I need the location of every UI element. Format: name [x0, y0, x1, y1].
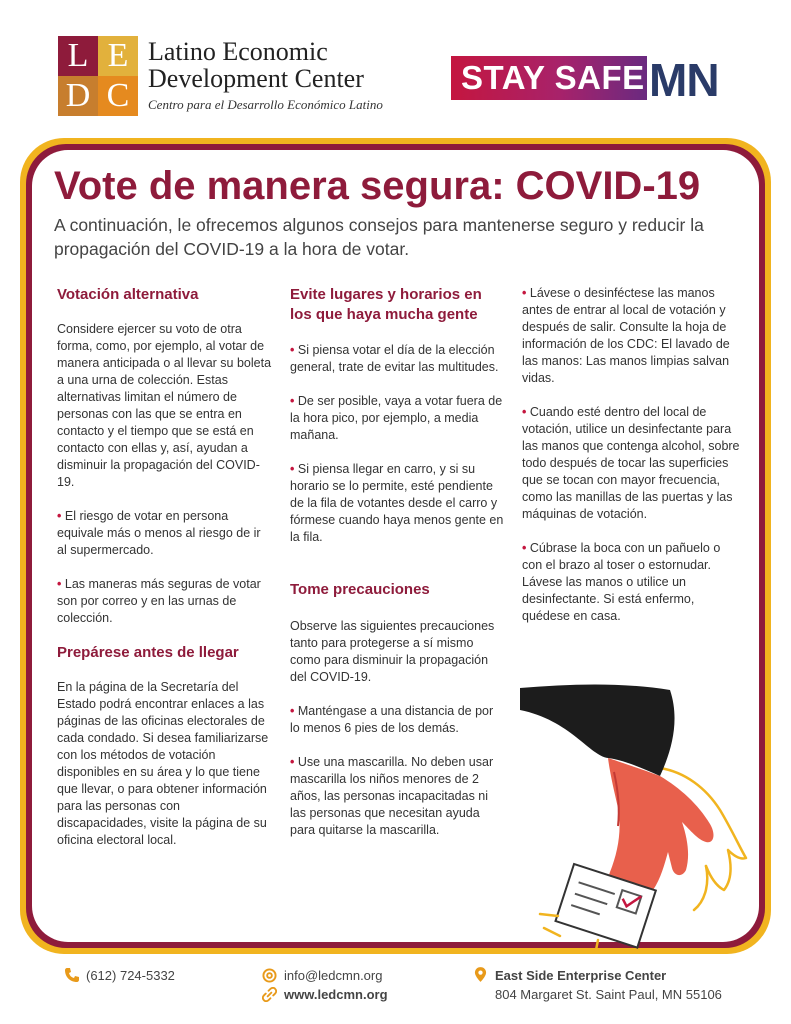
- bullet-text: Cuando esté dentro del local de votación, utilice un desinfectante para las manos que contenga alcohol, sobre todo después de tocar las superficies que se tocan con mayor frecuencia, como las manillas de las puertas y las máquinas de votación.: [522, 405, 740, 521]
- bullet-icon: •: [290, 462, 295, 476]
- bullet-text: De ser posible, vaya a votar fuera de la hora pico, por ejemplo, a media mañana.: [290, 394, 503, 442]
- heading-votacion-alternativa: Votación alternativa: [57, 286, 199, 303]
- column-3: [522, 285, 740, 625]
- bullet-item: [57, 576, 273, 627]
- footer-website[interactable]: www.ledcmn.org: [284, 987, 388, 1002]
- bullet-item: [290, 393, 505, 444]
- mn-text: MN: [649, 54, 719, 106]
- logo-tile-l: L: [58, 36, 98, 76]
- bullet-text: Las maneras más seguras de votar son por correo y en las urnas de colección.: [57, 577, 261, 625]
- bullet-icon: •: [290, 704, 295, 718]
- bullet-text: Si piensa llegar en carro, y si su horario se lo permite, esté pendiente de la fila de votantes desde el carro y fórmese cuando haya menos gente en la fila.: [290, 462, 504, 544]
- column-1: [57, 285, 273, 849]
- heading-evite-lugares: Evite lugares y horarios en los que haya mucha gente: [290, 286, 482, 323]
- footer-address: 804 Margaret St. Saint Paul, MN 55106: [495, 987, 722, 1002]
- bullet-icon: •: [522, 286, 527, 300]
- column-2: [290, 285, 505, 839]
- bullet-item: [290, 754, 505, 839]
- hand-ballot-illustration: [510, 680, 760, 950]
- bullet-icon: •: [290, 394, 295, 408]
- bullet-icon: •: [522, 541, 527, 555]
- para-votacion-alternativa: Considere ejercer su voto de otra forma, como, por ejemplo, al votar de manera anticipada o al llevar su boleta a una urna de colección. Estas alternativas limitan el número de personas con las que se entra en contacto y el tiempo que se está en contacto con ellas y, así, ayudan a disminuir la propagación del COVID-19.: [57, 322, 272, 489]
- at-sign-icon: [262, 968, 277, 983]
- stay-safe-text: STAY SAFE: [461, 59, 645, 96]
- bullet-item: [290, 703, 505, 737]
- bullet-text: Cúbrase la boca con un pañuelo o con el brazo al toser o estornudar. Lávese las manos o utilice un desinfectante. Si está enfermo, quédese en casa.: [522, 541, 721, 623]
- bullet-icon: •: [57, 577, 62, 591]
- bullet-item: [57, 508, 273, 559]
- location-pin-icon: [474, 966, 487, 983]
- bullet-text: Manténgase a una distancia de por lo menos 6 pies de los demás.: [290, 704, 494, 735]
- heading-tome-precauciones: Tome precauciones: [290, 581, 430, 598]
- intro-text: A continuación, le ofrecemos algunos consejos para mantenerse seguro y reducir la propagación del COVID-19 a la hora de votar.: [54, 215, 704, 259]
- bullet-icon: •: [290, 343, 295, 357]
- phone-icon: [64, 967, 80, 983]
- bullet-icon: •: [522, 405, 527, 419]
- bullet-item: [522, 404, 740, 523]
- footer-phone[interactable]: (612) 724-5332: [86, 968, 175, 983]
- logo-tile-c: C: [98, 76, 138, 116]
- ledc-logo: [58, 36, 138, 116]
- heading-preparese: Prepárese antes de llegar: [57, 644, 239, 661]
- bullet-item: [522, 540, 740, 625]
- bullet-text: Si piensa votar el día de la elección general, trate de evitar las multitudes.: [290, 343, 499, 374]
- bullet-item: [290, 342, 505, 376]
- logo-tile-e: E: [98, 36, 138, 76]
- org-name: [148, 38, 364, 92]
- footer-location-name: East Side Enterprise Center: [495, 968, 667, 983]
- bullet-icon: •: [290, 755, 295, 769]
- stay-safe-mn-logo: [451, 54, 737, 106]
- footer-email[interactable]: info@ledcmn.org: [284, 968, 383, 983]
- para-tome-precauciones: Observe las siguientes precauciones tanto para protegerse a sí mismo como para disminuir la propagación del COVID-19.: [290, 619, 495, 684]
- para-preparese: En la página de la Secretaría del Estado podrá encontrar enlaces a las páginas de las oficinas electorales de cada condado. Si desea familiarizarse con los métodos de votación disponibles en su área y lo que tiene que llevar, o para obtener información para las personas con discapacidades, visite la página de su oficina electoral local.: [57, 680, 269, 847]
- bullet-text: Lávese o desinféctese las manos antes de entrar al local de votación y después de salir. Consulte la hoja de información de los CDC: El lavado de las manos: Las manos limpias salvan vidas.: [522, 286, 730, 385]
- org-name-line1: Latino Economic: [148, 37, 328, 66]
- page-title: Vote de manera segura: COVID-19: [54, 164, 701, 208]
- org-name-line2: Development Center: [148, 64, 364, 93]
- bullet-item: [290, 461, 505, 546]
- org-subtitle: Centro para el Desarrollo Económico Latino: [148, 97, 383, 112]
- link-icon: [262, 987, 277, 1002]
- bullet-icon: •: [57, 509, 62, 523]
- bullet-text: Use una mascarilla. No deben usar mascarilla los niños menores de 2 años, las personas incapacitadas ni las personas que necesitan ayuda para quitarse la mascarilla.: [290, 755, 494, 837]
- bullet-text: El riesgo de votar en persona equivale más o menos al riesgo de ir al supermercado.: [57, 509, 261, 557]
- logo-tile-d: D: [58, 76, 98, 116]
- bullet-item: [522, 285, 740, 387]
